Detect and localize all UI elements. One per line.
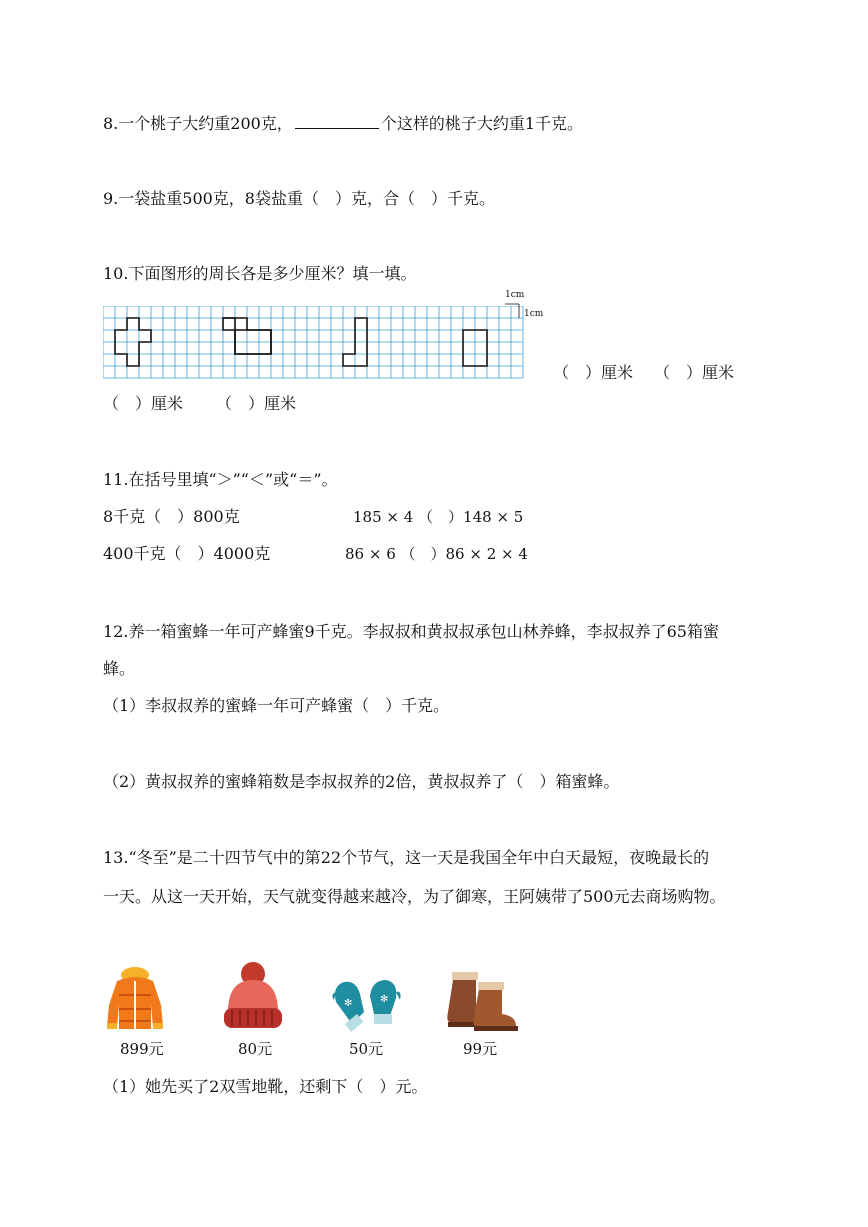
question-8: [103, 112, 583, 136]
compare-2b: 86 × 6 （ ）86 × 2 × 4: [345, 545, 528, 563]
answer-b: （ ）厘米: [654, 363, 735, 382]
answer-blank[interactable]: [295, 112, 379, 129]
hat-icon: [220, 960, 286, 1032]
question-12-sub-1: （1）李叔叔养的蜜蜂一年可产蜂蜜（ ）千克。: [103, 696, 450, 715]
question-10: 10.下面图形的周长各是多少厘米？填一填。: [103, 264, 417, 283]
compare-1a: 8千克（ ）800克: [103, 507, 240, 526]
question-13-line-2: 一天。从这一天开始，天气就变得越来越冷，为了御寒，王阿姨带了500元去商场购物。: [103, 887, 726, 906]
price-mittens: 50元: [349, 1040, 384, 1058]
question-13-sub-1: （1）她先买了2双雪地靴，还剩下（ ）元。: [103, 1077, 428, 1096]
answer-d: （ ）厘米: [216, 394, 297, 413]
price-jacket: 899元: [120, 1040, 164, 1058]
scale-horizontal-label: 1cm: [505, 290, 525, 300]
scale-vertical-label: 1cm: [524, 309, 544, 319]
question-12-line-1: 12.养一箱蜜蜂一年可产蜂蜜9千克。李叔叔和黄叔叔承包山林养蜂，李叔叔养了65箱蜜: [103, 622, 719, 641]
question-12-line-2: 蜂。: [103, 659, 136, 678]
answer-c: （ ）厘米: [103, 394, 184, 413]
question-8-text-post: 个这样的桃子大约重1千克。: [380, 114, 583, 133]
grid-lines: [103, 306, 523, 378]
compare-2a: 400千克（ ）4000克: [103, 544, 271, 563]
question-13-line-1: 13.“冬至”是二十四节气中的第22个节气，这一天是我国全年中白天最短，夜晚最长的: [103, 848, 710, 867]
svg-text:✻: ✻: [380, 994, 389, 1005]
question-8-text-pre: 8.一个桃子大约重200克，: [103, 114, 293, 133]
compare-1b: 185 × 4 （ ）148 × 5: [353, 508, 524, 526]
price-boots: 99元: [463, 1040, 498, 1058]
svg-text:✻: ✻: [344, 998, 353, 1009]
jacket-icon: [103, 965, 167, 1033]
perimeter-grid-figure: [103, 306, 543, 381]
boots-icon: [444, 968, 520, 1032]
question-9: 9.一袋盐重500克，8袋盐重（ ）克，合（ ）千克。: [103, 189, 495, 208]
scale-bracket: [503, 300, 525, 322]
price-hat: 80元: [238, 1040, 273, 1058]
question-11: 11.在括号里填“＞”“＜”或“＝”。: [103, 470, 338, 489]
question-12-sub-2: （2）黄叔叔养的蜜蜂箱数是李叔叔养的2倍，黄叔叔养了（ ）箱蜜蜂。: [103, 772, 620, 791]
answer-a: （ ）厘米: [553, 363, 634, 382]
mittens-icon: [330, 972, 402, 1032]
